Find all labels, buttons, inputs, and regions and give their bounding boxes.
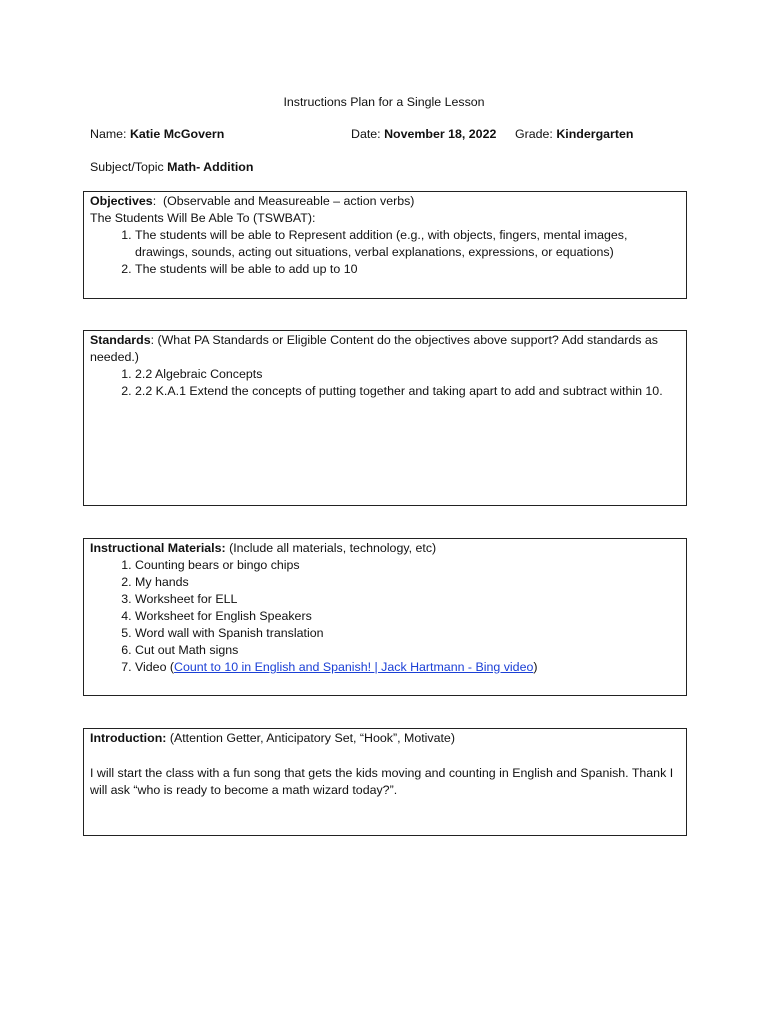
name-value: Katie McGovern: [129, 127, 225, 141]
materials-list: [90, 557, 680, 676]
material-item: 5. Word wall with Spanish translation: [135, 625, 680, 642]
grade-value: Kindergarten: [556, 127, 634, 141]
objectives-intro: The Students Will Be Able To (TSWBAT):: [90, 211, 316, 225]
name-line: [90, 126, 224, 143]
introduction-heading-line: [90, 730, 680, 747]
document-title: Instructions Plan for a Single Lesson: [283, 95, 485, 109]
material-item: 2. My hands: [135, 574, 680, 591]
objective-item: 2. The students will be able to add up to 10: [135, 261, 680, 278]
subject-label: Subject/Topic: [90, 160, 164, 174]
materials-heading: Instructional Materials:: [90, 541, 226, 555]
materials-box: [83, 538, 687, 696]
objectives-colon: :: [152, 194, 157, 208]
subject-line: [90, 159, 253, 176]
name-label: Name:: [90, 127, 127, 141]
introduction-heading: Introduction:: [90, 731, 167, 745]
objectives-list: [90, 227, 680, 278]
date-value: November 18, 2022: [384, 127, 497, 141]
materials-heading-line: [90, 540, 680, 557]
video-suffix: ): [533, 660, 538, 674]
objectives-heading-line: [90, 193, 680, 210]
video-link[interactable]: Count to 10 in English and Spanish! | Jack Hartmann - Bing video: [174, 660, 534, 674]
objectives-box: [83, 191, 687, 299]
date-line: [351, 126, 496, 143]
standard-item: 1. 2.2 Algebraic Concepts: [135, 366, 680, 383]
introduction-body: I will start the class with a fun song that gets the kids moving and counting in English and Spanish. Thank I will ask “who is ready to become a math wizard today?”.: [90, 766, 674, 797]
material-item-video: [135, 659, 680, 676]
objectives-note: (Observable and Measureable – action verbs): [163, 194, 415, 208]
subject-value: Math- Addition: [167, 160, 254, 174]
standards-heading-line: [90, 332, 680, 366]
material-item: 3. Worksheet for ELL: [135, 591, 680, 608]
introduction-note: (Attention Getter, Anticipatory Set, “Hook”, Motivate): [169, 731, 455, 745]
standards-note: : (What PA Standards or Eligible Content do the objectives above support? Add standards as needed.): [90, 333, 658, 364]
material-item: 1. Counting bears or bingo chips: [135, 557, 680, 574]
date-label: Date:: [351, 127, 381, 141]
standards-heading: Standards: [90, 333, 151, 347]
objective-item: 1. The students will be able to Represent addition (e.g., with objects, fingers, mental images, drawings, sounds, acting out situations, verbal explanations, expressions, or equations): [135, 227, 680, 261]
standard-item: 2. 2.2 K.A.1 Extend the concepts of putting together and taking apart to add and subtract within 10.: [135, 383, 680, 400]
material-item: 6. Cut out Math signs: [135, 642, 680, 659]
standards-list: [90, 366, 680, 400]
grade-label: Grade:: [515, 127, 553, 141]
objectives-heading: Objectives: [90, 194, 153, 208]
material-item: 4. Worksheet for English Speakers: [135, 608, 680, 625]
introduction-box: [83, 728, 687, 836]
grade-line: [515, 126, 633, 143]
video-prefix: Video (: [135, 660, 175, 674]
standards-box: [83, 330, 687, 506]
materials-note: (Include all materials, technology, etc): [229, 541, 437, 555]
